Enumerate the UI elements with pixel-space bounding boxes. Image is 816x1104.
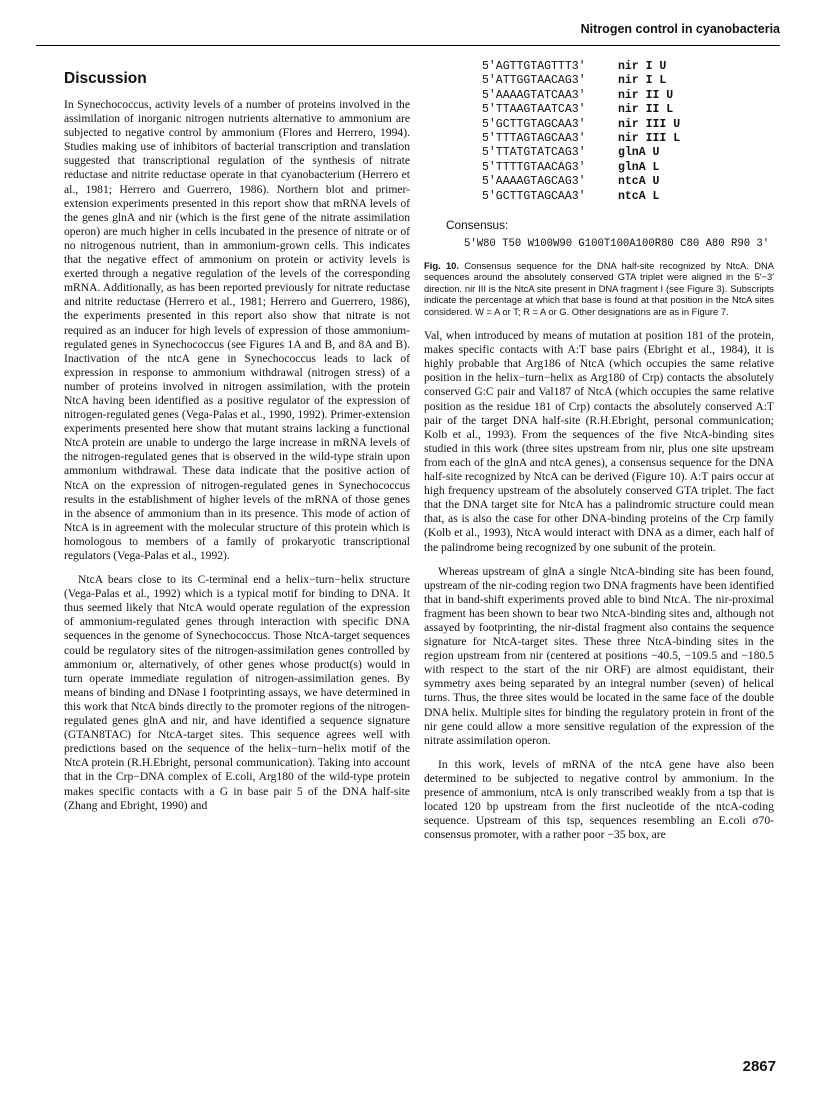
sequence: 5'TTATGTATCAG3' bbox=[482, 146, 586, 160]
figure-label: Fig. 10. bbox=[424, 260, 459, 272]
sequence-label: nir I U bbox=[618, 60, 667, 73]
sequence-label: ntcA U bbox=[618, 175, 660, 189]
consensus-sequence: 5'W80 T50 W100W90 G100T100A100R80 C80 A80 R90 3' bbox=[464, 238, 770, 251]
right-column bbox=[424, 60, 774, 842]
paragraph: In this work, levels of mRNA of the ntcA gene have also been determined to be subjected to negative control by ammonium. In the presence of ammonium, ntcA is only transcribed weakly from a tsp that is located 120 bp upstream from the first nucleotide of the ntcA-coding sequence. Upstream of this tsp, sequences resembling an E.coli σ70-consensus promoter, with a rather poor −35 box, are bbox=[424, 757, 774, 842]
page-number: 2867 bbox=[742, 1058, 776, 1075]
sequence-row bbox=[482, 103, 774, 117]
sequence: 5'TTAAGTAATCA3' bbox=[482, 103, 586, 117]
sequence: 5'ATTGGTAACAG3' bbox=[482, 74, 586, 88]
sequence-row bbox=[482, 118, 774, 132]
sequence-label: nir II U bbox=[618, 88, 674, 102]
sequence: 5'GCTTGTAGCAA3' bbox=[482, 117, 586, 131]
left-column bbox=[64, 70, 410, 813]
figure-caption bbox=[424, 260, 774, 317]
sequence: 5'TTTTGTAACAG3' bbox=[482, 160, 586, 174]
sequence: 5'AGTTGTAGTTT3' bbox=[482, 60, 586, 73]
sequence-label: glnA U bbox=[618, 146, 660, 160]
consensus-label: Consensus: bbox=[446, 218, 509, 233]
sequence-row bbox=[482, 89, 774, 103]
sequence-row bbox=[482, 132, 774, 146]
sequence-label: ntcA L bbox=[618, 189, 660, 203]
sequence-label: glnA L bbox=[618, 160, 660, 174]
paragraph: Whereas upstream of glnA a single NtcA-binding site has been found, upstream of the nir-coding region two DNA fragments have been identified that in band-shift experiments proved able to bind NtcA. The nir-proximal fragment has been shown to bear two NtcA-binding sites and, although not assayed by footprinting, the nir-distal fragment also contains the sequence signature for NtcA-target sites. These three NtcA-binding sites in the region upstream from nir (centered at positions −40.5, −109.5 and −180.5 with respect to the start of the nir ORF) are almost equidistant, their symmetry axes being separated by an integral number (seven) of helical turns. Thus, the three sites would be located in the same face of the double DNA helix. Multiple sites for binding the regulatory protein in front of the nir gene could allow a more sensitive regulation of the expression of the nitrate assimilation operon. bbox=[424, 564, 774, 747]
sequence: 5'AAAAGTATCAA3' bbox=[482, 88, 586, 102]
sequence-label: nir II L bbox=[618, 103, 674, 117]
sequence-row bbox=[482, 146, 774, 160]
sequence-row bbox=[482, 74, 774, 88]
sequence-row bbox=[482, 161, 774, 175]
sequence-alignment bbox=[482, 60, 774, 204]
sequence-row bbox=[482, 175, 774, 189]
running-title: Nitrogen control in cyanobacteria bbox=[580, 22, 780, 36]
sequence: 5'AAAAGTAGCAG3' bbox=[482, 175, 586, 189]
sequence: 5'TTTAGTAGCAA3' bbox=[482, 132, 586, 146]
sequence-row bbox=[482, 60, 774, 74]
sequence-label: nir III U bbox=[618, 117, 681, 131]
section-title: Discussion bbox=[64, 70, 147, 87]
header-rule bbox=[36, 45, 780, 46]
sequence-row bbox=[482, 190, 774, 204]
sequence: 5'GCTTGTAGCAA3' bbox=[482, 189, 586, 203]
paragraph: NtcA bears close to its C-terminal end a helix−turn−helix structure (Vega-Palas et al., 1992) which is a typical motif for binding to DNA. It thus seemed likely that NtcA would operate regulation of the expression of ammonium-regulated genes through interaction with specific DNA sequences in the genome of Synechococcus. Those NtcA-target sequences could be regulatory sites of the nitrogen-assimilation genes controlled by ammonium or, alternatively, of other genes whose product(s) would in turn operate immediate regulation of nitrogen-assimilation genes. By means of binding and DNase I footprinting assays, we have determined in this work that NtcA binds directly to the promoter regions of the nitrogen-regulated genes glnA and nir, and have identified a sequence signature (GTAN8TAC) for NtcA-target sites. This sequence agrees well with predictions based on the sequence of the helix−turn−helix motif of the NtcA protein (R.H.Ebright, personal communication). Taking into account that in the Crp−DNA complex of E.coli, Arg180 of the wild-type protein makes specific contacts with a G in base pair 5 of the DNA half-site (Zhang and Ebright, 1990) and bbox=[64, 573, 410, 812]
paragraph: Val, when introduced by means of mutation at position 181 of the protein, makes specific contacts with A:T base pairs (Ebright et al., 1984), it is highly probable that Arg186 of NtcA (which occupies the same relative position in the helix−turn−helix as Arg180 of Crp) contacts the absolutely conserved G:C pair and Val187 of NtcA (which occupies the same relative position as the residue 181 of Crp) contacts the absolutely conserved A:T pair of the target DNA half-site (R.H.Ebright, personal communication; Kolb et al., 1993). From the sequences of the five NtcA-binding sites studied in this work (three sites upstream from nir, plus one site upstream from each of the glnA and ntcA genes), a consensus sequence for the DNA half-site recognized by NtcA can be derived (Figure 10). A:T pairs occur at high frequency upstream of the absolutely conserved GTA triplet. The fact that the DNA target site for NtcA has a palindromic structure could mean that, as is also the case for other DNA-binding proteins of the Crp family (Kolb et al., 1993), NtcA would interact with DNA as a dimer, each half of the palindrome being recognized by one subunit of the protein. bbox=[424, 329, 774, 554]
sequence-label: nir III L bbox=[618, 132, 681, 146]
figure-caption-text: Consensus sequence for the DNA half-site recognized by NtcA. DNA sequences around the absolutely conserved GTA triplet were aligned in the 5′−3′ direction. nir III is the NtcA site present in DNA fragment I (see Figure 3). Subscripts indicate the percentage at which that base is found at that position in the NtcA sites considered. W = A or T; R = A or G. Other designations are as in Figure 7. bbox=[424, 260, 774, 317]
paragraph: In Synechococcus, activity levels of a number of proteins involved in the assimilation of inorganic nitrogen nutrients alternative to ammonium are subjected to negative control by ammonium (Flores and Herrero, 1994). Studies making use of inhibitors of bacterial transcription and translation suggested that transcriptional regulation of the synthesis of nitrate reductase and nitrite reductase operate in that cyanobacterium (Herrero et al., 1981; Herrero and Guerrero, 1986). Northern blot and primer-extension experiments presented in this report show that mRNA levels of the genes glnA and nir (which is the first gene of the nitrate assimilation operon) are much higher in cells incubated in the presence of nitrate or of no nitrogenous nutrient, than in ammonium-grown cells. This indicates that the negative effect of ammonium on protein or activity levels is exerted through a negative regulation of the levels of the corresponding mRNA. Additionally, as has been reported previously for nitrate reductase and nitrite reductase (Herrero et al., 1981; Herrero and Guerrero, 1986), the experiments presented in this report also show that nitrate is not required as an inducer for high levels of expression of those ammonium-regulated genes in Synechococcus (see Figures 1A and B, and 8A and B). Inactivation of the ntcA gene in Synechococcus leads to lack of expression in response to ammonium withdrawal (nitrogen stress) of a number of proteins involved in nitrogen assimilation, with the protein NtcA having been identified as a positive regulator of the expression of nitrogen-regulated genes (Vega-Palas et al., 1990, 1992). Primer-extension experiments presented here show that mutant strains lacking a functional NtcA protein are unable to undergo the large increase in mRNA levels of the nitrogen-regulated genes that is observed in the wild-type strain upon ammonium withdrawal. These data indicate that the positive action of NtcA on the expression of nitrogen-regulated genes in Synechococcus results in the establishment of higher levels of the mRNA of those genes in the absence of ammonium than in its presence. This mode of action of NtcA is in agreement with the molecular structure of this protein which is homologous to members of a family of prokaryotic transcriptional regulators (Vega-Palas et al., 1992). bbox=[64, 98, 410, 562]
sequence-label: nir I L bbox=[618, 74, 667, 88]
